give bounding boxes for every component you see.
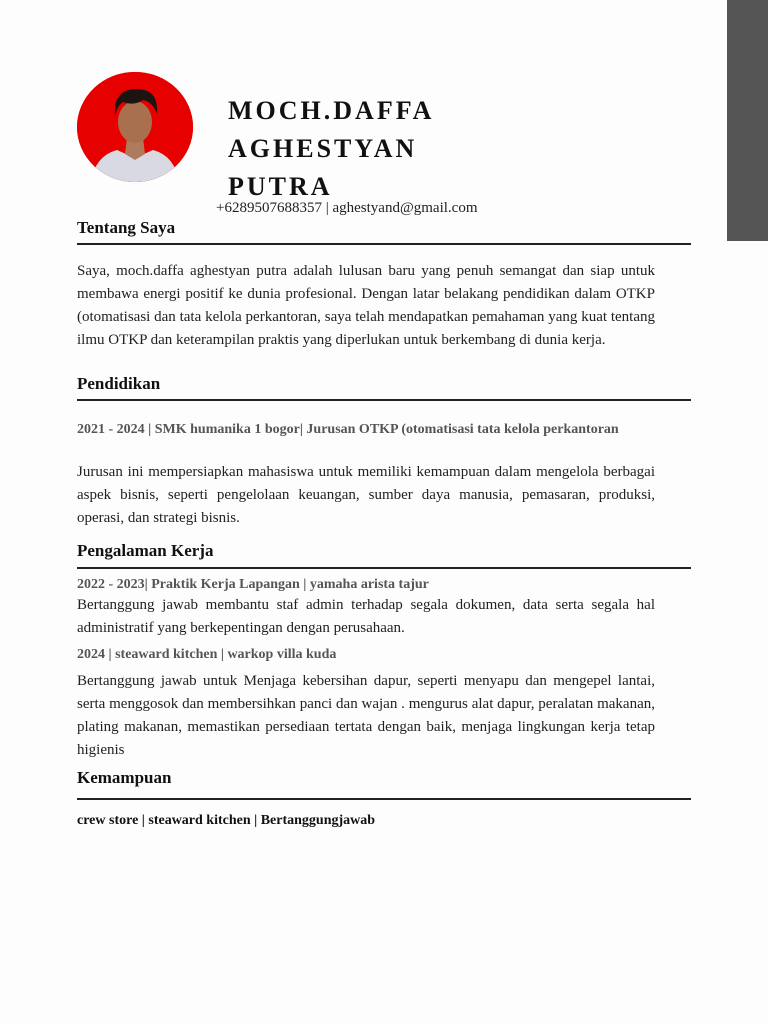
section-title-education: Pendidikan (77, 374, 161, 393)
section-divider (77, 567, 691, 569)
section-title-experience: Pengalaman Kerja (77, 541, 214, 560)
name-line-3: PUTRA (228, 172, 333, 201)
education-heading: 2021 - 2024 | SMK humanika 1 bogor| Jurusan OTKP (otomatisasi tata kelola perkantoran (77, 422, 619, 437)
experience-description-1: Bertanggung jawab membantu staf admin terhadap segala dokumen, data serta segala hal administratif yang berkepentingan dengan perusahaan. (77, 597, 655, 636)
name-line-2: AGHESTYAN (228, 134, 418, 163)
experience-heading-2: 2024 | steaward kitchen | warkop villa kuda (77, 647, 337, 662)
section-divider (77, 243, 691, 245)
skills-list: crew store | steaward kitchen | Bertanggungjawab (77, 813, 376, 828)
experience-heading-1: 2022 - 2023| Praktik Kerja Lapangan | yamaha arista tajur (77, 577, 429, 592)
person-icon (77, 72, 193, 182)
name-line-1: MOCH.DAFFA (228, 96, 435, 125)
scrollbar-thumb[interactable] (727, 0, 768, 241)
candidate-name (228, 92, 528, 206)
section-divider (77, 798, 691, 800)
section-divider (77, 399, 691, 401)
section-title-skills: Kemampuan (77, 768, 172, 787)
about-text: Saya, moch.daffa aghestyan putra adalah lulusan baru yang penuh semangat dan siap untuk membawa energi positif ke dunia profesional. Dengan latar belakang pendidikan dalam OTKP (otomatisasi dan tata kelola perkantoran, saya telah mendapatkan pemahaman yang kuat tentang ilmu OTKP dan keterampilan praktis yang diperlukan untuk berkembang di dunia kerja. (77, 263, 655, 348)
contact-info: +6289507688357 | aghestyand@gmail.com (216, 200, 478, 216)
section-title-about: Tentang Saya (77, 218, 176, 237)
profile-photo (77, 72, 193, 182)
education-description: Jurusan ini mempersiapkan mahasiswa untuk memiliki kemampuan dalam mengelola berbagai aspek bisnis, seperti pengelolaan keuangan, sumber daya manusia, pemasaran, produksi, operasi, dan strategi bisnis. (77, 464, 655, 526)
experience-description-2: Bertanggung jawab untuk Menjaga kebersihan dapur, seperti menyapu dan mengepel lantai, serta menggosok dan membersihkan panci dan wajan . mengurus alat dapur, peralatan makanan, plating makanan, memastikan persediaan tertata dengan baik, menjaga lingkungan kerja tetap higienis (77, 673, 655, 758)
